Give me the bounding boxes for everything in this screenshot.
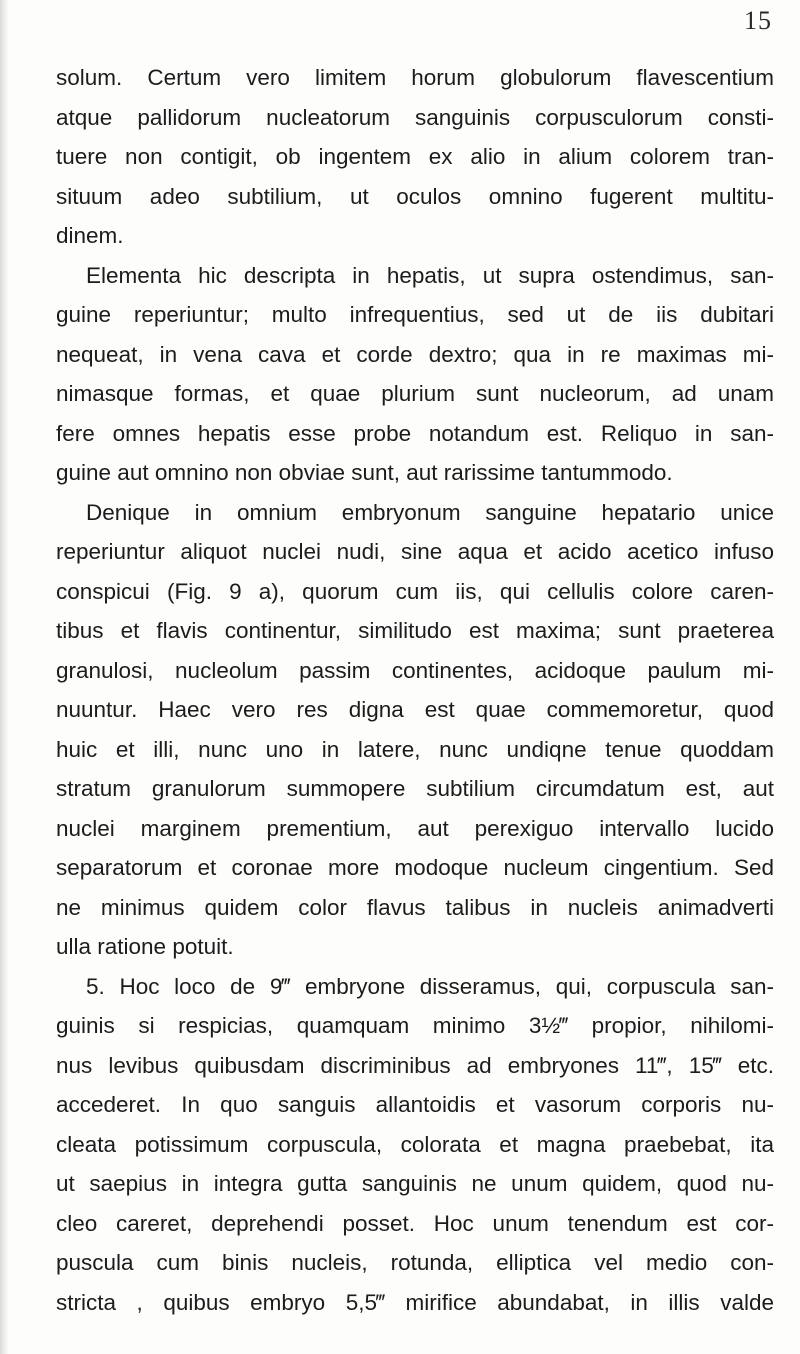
text-line: atque pallidorum nucleatorum sanguinis corpusculorum consti-	[56, 104, 774, 130]
text-line: nuuntur. Haec vero res digna est quae commemoretur, quod	[56, 697, 774, 722]
text-line: situum adeo subtilium, ut oculos omnino fugerent multitu-	[56, 183, 774, 209]
text-line: nimasque formas, et quae plurium sunt nucleorum, ad unam	[56, 381, 774, 406]
text-line: Denique in omnium embryonum sanguine hepatario unice	[86, 499, 774, 525]
text-line: nus levibus quibusdam discriminibus ad embryones 11‴, 15‴ etc.	[56, 1052, 774, 1078]
body-text	[56, 58, 774, 1322]
text-line: ut saepius in integra gutta sanguinis ne unum quidem, quod nu-	[56, 1171, 774, 1196]
text-line: ne minimus quidem color flavus talibus in nucleis animadverti	[56, 894, 774, 920]
text-line: separatorum et coronae more modoque nucleum cingentium. Sed	[56, 855, 774, 880]
text-line: fere omnes hepatis esse probe notandum est. Reliquo in san-	[56, 420, 774, 446]
text-line: cleata potissimum corpuscula, colorata et magna praebebat, ita	[56, 1131, 774, 1157]
text-line: huic et illi, nunc uno in latere, nunc undiqne tenue quoddam	[56, 736, 774, 762]
text-line: tibus et flavis continentur, similitudo est maxima; sunt praeterea	[56, 618, 774, 643]
text-line: stricta , quibus embryo 5,5‴ mirifice abundabat, in illis valde	[56, 1289, 774, 1315]
text-line: Elementa hic descripta in hepatis, ut supra ostendimus, san-	[86, 262, 774, 288]
text-line: granulosi, nucleolum passim continentes, acidoque paulum mi-	[56, 657, 774, 683]
text-line: stratum granulorum summopere subtilium circumdatum est, aut	[56, 776, 774, 801]
text-line: guine aut omnino non obviae sunt, aut rarissime tantummodo.	[56, 460, 673, 485]
text-line: cleo careret, deprehendi posset. Hoc unum tenendum est cor-	[56, 1210, 774, 1236]
text-line: nequeat, in vena cava et corde dextro; qua in re maximas mi-	[56, 341, 774, 367]
page-binding-edge	[0, 0, 9, 1354]
text-line: ulla ratione potuit.	[56, 934, 234, 959]
text-line: dinem.	[56, 223, 124, 248]
page-number: 15	[744, 6, 772, 35]
text-line: puscula cum binis nucleis, rotunda, elliptica vel medio con-	[56, 1250, 774, 1275]
text-line: 5. Hoc loco de 9‴ embryone disseramus, qui, corpuscula san-	[86, 973, 774, 999]
text-line: reperiuntur aliquot nuclei nudi, sine aqua et acido acetico infuso	[56, 539, 774, 564]
text-line: tuere non contigit, ob ingentem ex alio in alium colorem tran-	[56, 144, 774, 169]
text-line: solum. Certum vero limitem horum globulorum flavescentium	[56, 65, 774, 90]
text-line: guinis si respicias, quamquam minimo 3½‴ propior, nihilomi-	[56, 1013, 774, 1038]
text-line: guine reperiuntur; multo infrequentius, sed ut de iis dubitari	[56, 302, 774, 327]
text-line: accederet. In quo sanguis allantoidis et vasorum corporis nu-	[56, 1092, 774, 1117]
text-line: nuclei marginem prementium, aut perexiguo intervallo lucido	[56, 815, 774, 841]
text-line: conspicui (Fig. 9 a), quorum cum iis, qui cellulis colore caren-	[56, 578, 774, 604]
